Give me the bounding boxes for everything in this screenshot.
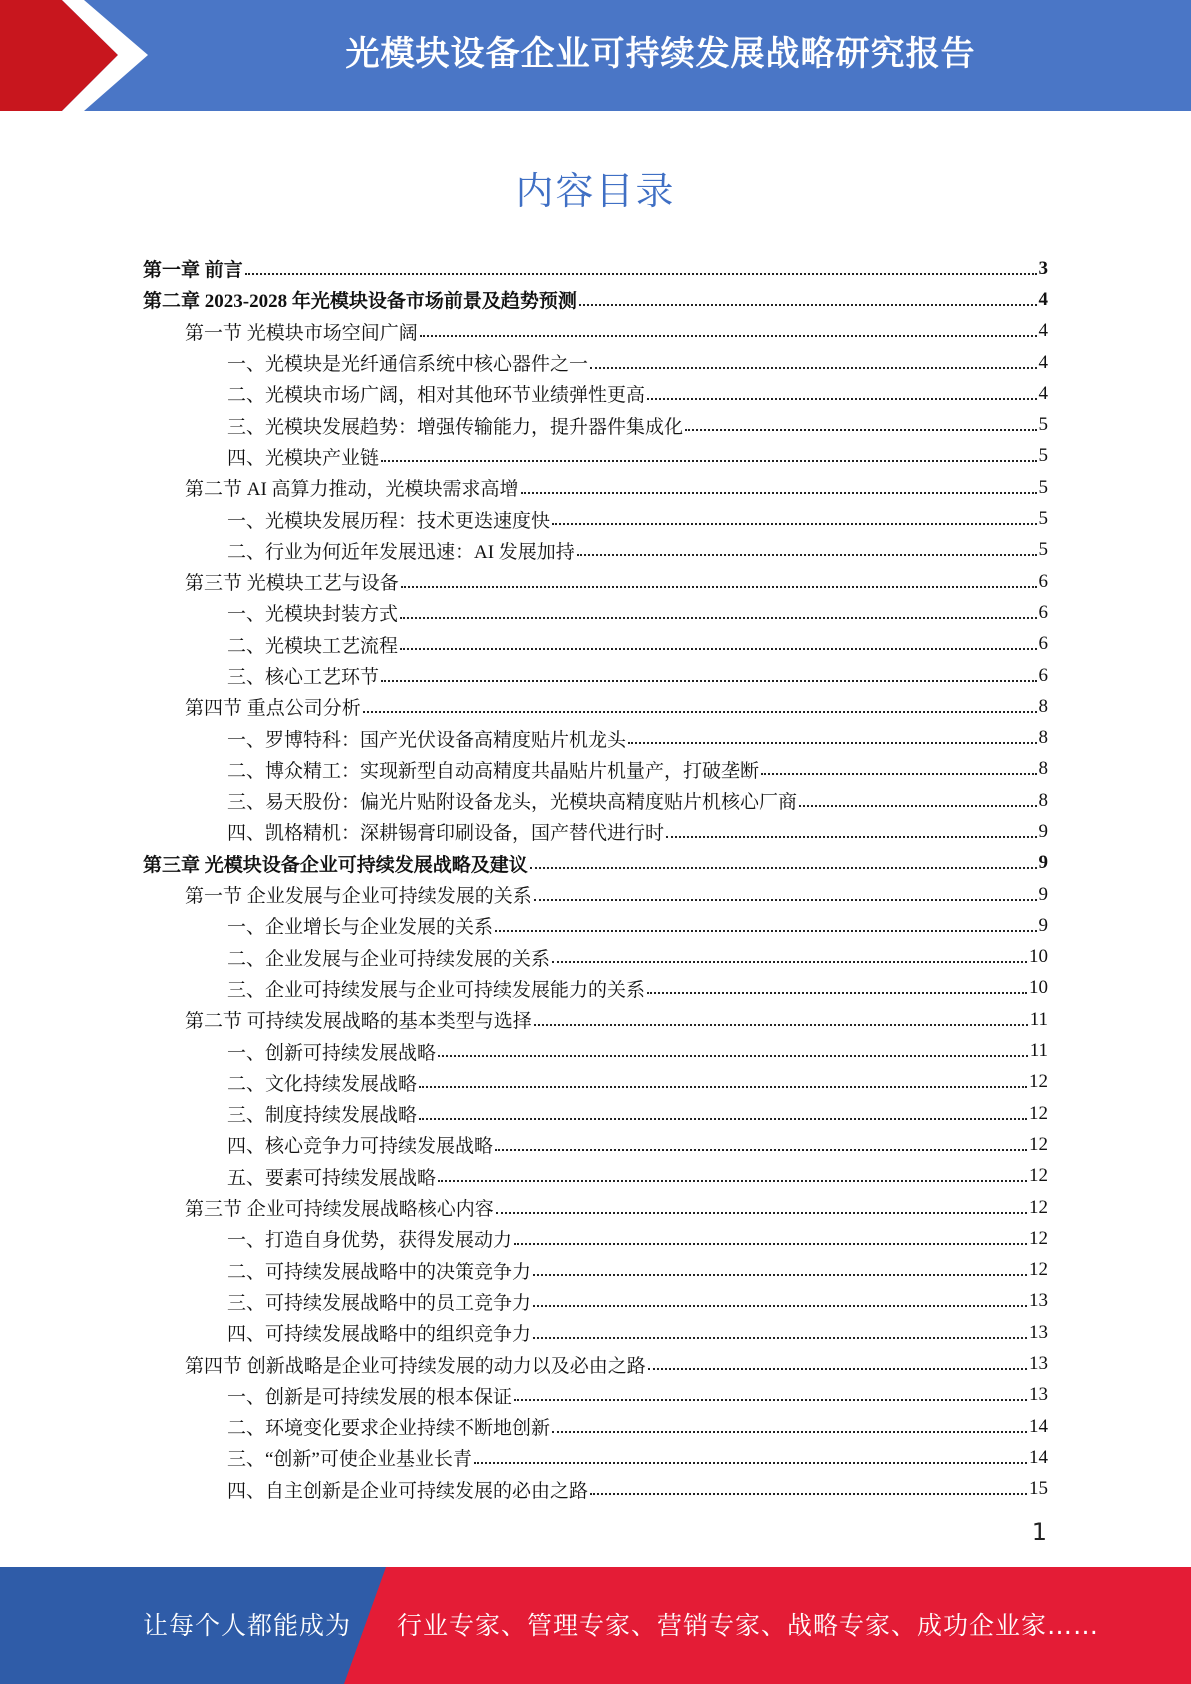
- page-number: 1: [1031, 1518, 1047, 1546]
- footer-banner: [0, 1567, 1191, 1684]
- toc-entry-page: 8: [1038, 695, 1048, 717]
- toc-entry-title: 第二节 AI 高算力推动，光模块需求高增: [185, 479, 519, 501]
- toc-entry-page: 8: [1038, 727, 1048, 749]
- toc-leader-dots: [579, 304, 1037, 306]
- toc-leader-dots: [534, 1024, 1028, 1026]
- toc-leader-dots: [363, 711, 1037, 713]
- toc-entry-page: 15: [1029, 1478, 1048, 1500]
- toc-entry[interactable]: [143, 1255, 1048, 1286]
- toc-entry-title: 二、光模块工艺流程: [227, 635, 399, 657]
- toc-entry[interactable]: [143, 441, 1048, 472]
- toc-entry-title: 一、打造自身优势，获得发展动力: [227, 1230, 513, 1252]
- toc-entry-page: 11: [1029, 1008, 1048, 1030]
- toc-entry-page: 12: [1029, 1196, 1048, 1218]
- toc-entry[interactable]: [143, 253, 1048, 284]
- toc-entry[interactable]: [143, 1161, 1048, 1192]
- toc-leader-dots: [400, 648, 1036, 650]
- toc-entry-title: 二、博众精工：实现新型自动高精度共晶贴片机量产，打破垄断: [227, 760, 760, 782]
- toc-entry-title: 四、核心竞争力可持续发展战略: [227, 1136, 494, 1158]
- toc-entry-page: 10: [1029, 946, 1048, 968]
- toc-leader-dots: [533, 1274, 1027, 1276]
- toc-leader-dots: [552, 961, 1027, 963]
- toc-leader-dots: [521, 492, 1037, 494]
- toc-leader-dots: [552, 1431, 1027, 1433]
- header-banner: [0, 0, 1191, 111]
- toc-entry-page: 4: [1038, 382, 1048, 404]
- toc-entry-page: 5: [1038, 539, 1048, 561]
- toc-leader-dots: [514, 1243, 1027, 1245]
- toc-entry-title: 一、创新是可持续发展的根本保证: [227, 1386, 513, 1408]
- toc-entry-page: 8: [1038, 789, 1048, 811]
- toc-leader-dots: [514, 1399, 1027, 1401]
- toc-entry-title: 第一章 前言: [143, 260, 243, 282]
- toc-entry-page: 9: [1038, 820, 1048, 842]
- toc-leader-dots: [577, 554, 1037, 556]
- toc-entry-page: 13: [1029, 1384, 1048, 1406]
- toc-entry-title: 二、可持续发展战略中的决策竞争力: [227, 1261, 532, 1283]
- toc-entry-title: 第四节 重点公司分析: [185, 698, 361, 720]
- toc-heading: 内容目录: [515, 169, 676, 213]
- toc-entry-page: 5: [1038, 508, 1048, 530]
- toc-entry[interactable]: [143, 1035, 1048, 1066]
- toc-entry-page: 4: [1038, 351, 1048, 373]
- toc-leader-dots: [647, 398, 1036, 400]
- toc-entry[interactable]: [143, 910, 1048, 941]
- toc-entry-page: 14: [1029, 1415, 1048, 1437]
- footer-slogan-right: 行业专家、管理专家、营销专家、战略专家、成功企业家……: [397, 1611, 1100, 1640]
- toc-entry[interactable]: [143, 316, 1048, 347]
- toc-leader-dots: [474, 1462, 1027, 1464]
- toc-entry-title: 一、光模块是光纤通信系统中核心器件之一: [227, 354, 589, 376]
- toc-entry-title: 四、凯格精机：深耕锡膏印刷设备，国产替代进行时: [227, 823, 665, 845]
- toc-leader-dots: [647, 992, 1027, 994]
- toc-entry-title: 二、光模块市场广阔，相对其他环节业绩弹性更高: [227, 385, 646, 407]
- toc-entry-title: 第一节 光模块市场空间广阔: [185, 322, 418, 344]
- toc-leader-dots: [420, 335, 1037, 337]
- toc-leader-dots: [381, 460, 1036, 462]
- toc-entry-title: 三、制度持续发展战略: [227, 1105, 418, 1127]
- toc-leader-dots: [495, 1149, 1027, 1151]
- toc-entry-title: 三、“创新”可使企业基业长青: [227, 1449, 472, 1471]
- toc-entry-title: 三、企业可持续发展与企业可持续发展能力的关系: [227, 979, 646, 1001]
- toc-entry-page: 4: [1038, 320, 1048, 342]
- toc-entry[interactable]: [143, 1004, 1048, 1035]
- toc-leader-dots: [685, 429, 1036, 431]
- toc-leader-dots: [496, 1212, 1027, 1214]
- toc-entry-title: 三、易天股份：偏光片贴附设备龙头，光模块高精度贴片机核心厂商: [227, 792, 798, 814]
- toc-entry[interactable]: [143, 1442, 1048, 1473]
- toc-entry-title: 第一节 企业发展与企业可持续发展的关系: [185, 886, 532, 908]
- toc-leader-dots: [761, 773, 1036, 775]
- toc-entry-title: 第四节 创新战略是企业可持续发展的动力以及必由之路: [185, 1355, 646, 1377]
- toc-leader-dots: [590, 367, 1036, 369]
- toc-entry-page: 12: [1029, 1259, 1048, 1281]
- toc-entry[interactable]: [143, 503, 1048, 534]
- table-of-contents: [143, 253, 1048, 1505]
- toc-entry-title: 四、可持续发展战略中的组织竞争力: [227, 1324, 532, 1346]
- toc-entry-title: 三、可持续发展战略中的员工竞争力: [227, 1292, 532, 1314]
- toc-leader-dots: [401, 586, 1037, 588]
- toc-entry-title: 三、光模块发展趋势：增强传输能力，提升器件集成化: [227, 416, 684, 438]
- toc-entry[interactable]: [143, 1129, 1048, 1160]
- toc-entry-page: 10: [1029, 977, 1048, 999]
- toc-entry-page: 14: [1029, 1446, 1048, 1468]
- toc-entry[interactable]: [143, 409, 1048, 440]
- toc-entry-page: 6: [1038, 633, 1048, 655]
- toc-entry-page: 12: [1029, 1133, 1048, 1155]
- toc-entry[interactable]: [143, 1348, 1048, 1379]
- toc-entry-title: 第三节 光模块工艺与设备: [185, 573, 399, 595]
- toc-entry[interactable]: [143, 566, 1048, 597]
- toc-entry-title: 一、光模块发展历程：技术更迭速度快: [227, 510, 551, 532]
- toc-entry-page: 13: [1029, 1321, 1048, 1343]
- toc-entry-page: 5: [1038, 445, 1048, 467]
- toc-entry[interactable]: [143, 284, 1048, 315]
- toc-entry-title: 四、光模块产业链: [227, 447, 380, 469]
- toc-entry[interactable]: [143, 1474, 1048, 1505]
- toc-entry-title: 四、自主创新是企业可持续发展的必由之路: [227, 1480, 589, 1502]
- toc-entry[interactable]: [143, 1286, 1048, 1317]
- toc-entry[interactable]: [143, 1098, 1048, 1129]
- toc-entry-page: 5: [1038, 476, 1048, 498]
- toc-entry[interactable]: [143, 597, 1048, 628]
- toc-entry-page: 6: [1038, 601, 1048, 623]
- toc-leader-dots: [590, 1493, 1027, 1495]
- toc-leader-dots: [530, 867, 1037, 869]
- toc-entry-title: 一、罗博特科：国产光伏设备高精度贴片机龙头: [227, 729, 627, 751]
- toc-entry[interactable]: [143, 1067, 1048, 1098]
- toc-leader-dots: [533, 1305, 1027, 1307]
- toc-entry-page: 13: [1029, 1290, 1048, 1312]
- toc-entry-page: 9: [1038, 883, 1048, 905]
- toc-entry-page: 6: [1038, 664, 1048, 686]
- toc-entry-page: 13: [1029, 1353, 1048, 1375]
- toc-leader-dots: [648, 1368, 1027, 1370]
- toc-leader-dots: [419, 1086, 1027, 1088]
- toc-entry-title: 五、要素可持续发展战略: [227, 1167, 437, 1189]
- toc-entry[interactable]: [143, 754, 1048, 785]
- toc-entry[interactable]: [143, 942, 1048, 973]
- toc-entry-title: 二、企业发展与企业可持续发展的关系: [227, 948, 551, 970]
- toc-entry[interactable]: [143, 535, 1048, 566]
- toc-entry[interactable]: [143, 785, 1048, 816]
- toc-entry[interactable]: [143, 691, 1048, 722]
- toc-entry[interactable]: [143, 1411, 1048, 1442]
- toc-entry-page: 12: [1029, 1071, 1048, 1093]
- toc-entry[interactable]: [143, 660, 1048, 691]
- toc-entry[interactable]: [143, 973, 1048, 1004]
- toc-leader-dots: [495, 930, 1036, 932]
- toc-entry-title: 二、行业为何近年发展迅速：AI 发展加持: [227, 541, 575, 563]
- toc-leader-dots: [438, 1055, 1028, 1057]
- toc-entry[interactable]: [143, 1317, 1048, 1348]
- toc-leader-dots: [245, 273, 1037, 275]
- toc-entry-title: 二、文化持续发展战略: [227, 1073, 418, 1095]
- toc-entry[interactable]: [143, 472, 1048, 503]
- toc-leader-dots: [438, 1180, 1027, 1182]
- toc-leader-dots: [381, 680, 1036, 682]
- toc-entry[interactable]: [143, 378, 1048, 409]
- footer-slogan-left: 让每个人都能成为: [143, 1611, 352, 1640]
- toc-entry[interactable]: [143, 629, 1048, 660]
- toc-entry-page: 4: [1038, 288, 1048, 310]
- toc-entry-page: 11: [1029, 1040, 1048, 1062]
- toc-leader-dots: [419, 1118, 1027, 1120]
- toc-entry-page: 12: [1029, 1227, 1048, 1249]
- toc-entry[interactable]: [143, 816, 1048, 847]
- toc-entry-title: 第三章 光模块设备企业可持续发展战略及建议: [143, 854, 528, 876]
- toc-entry-title: 一、企业增长与企业发展的关系: [227, 917, 494, 939]
- toc-entry[interactable]: [143, 1223, 1048, 1254]
- toc-entry-page: 8: [1038, 758, 1048, 780]
- toc-entry-title: 第二节 可持续发展战略的基本类型与选择: [185, 1011, 532, 1033]
- toc-entry-page: 9: [1038, 852, 1048, 874]
- toc-leader-dots: [799, 805, 1036, 807]
- toc-entry-title: 第二章 2023-2028 年光模块设备市场前景及趋势预测: [143, 291, 577, 313]
- toc-entry-title: 一、光模块封装方式: [227, 604, 399, 626]
- toc-entry[interactable]: [143, 1380, 1048, 1411]
- toc-entry-page: 6: [1038, 570, 1048, 592]
- toc-leader-dots: [666, 836, 1036, 838]
- toc-entry-page: 3: [1038, 257, 1048, 279]
- toc-leader-dots: [533, 1337, 1027, 1339]
- toc-entry-page: 5: [1038, 414, 1048, 436]
- toc-entry[interactable]: [143, 879, 1048, 910]
- toc-entry-page: 12: [1029, 1165, 1048, 1187]
- toc-entry[interactable]: [143, 722, 1048, 753]
- toc-entry-title: 二、环境变化要求企业持续不断地创新: [227, 1418, 551, 1440]
- toc-entry[interactable]: [143, 848, 1048, 879]
- toc-entry-page: 9: [1038, 914, 1048, 936]
- report-title: 光模块设备企业可持续发展战略研究报告: [345, 34, 976, 74]
- toc-leader-dots: [400, 617, 1036, 619]
- toc-leader-dots: [628, 742, 1036, 744]
- toc-entry-title: 三、核心工艺环节: [227, 667, 380, 688]
- toc-entry-title: 第三节 企业可持续发展战略核心内容: [185, 1199, 494, 1221]
- toc-entry[interactable]: [143, 347, 1048, 378]
- toc-entry-page: 12: [1029, 1102, 1048, 1124]
- toc-leader-dots: [552, 523, 1036, 525]
- toc-entry-title: 一、创新可持续发展战略: [227, 1042, 437, 1064]
- toc-leader-dots: [534, 899, 1037, 901]
- toc-entry[interactable]: [143, 1192, 1048, 1223]
